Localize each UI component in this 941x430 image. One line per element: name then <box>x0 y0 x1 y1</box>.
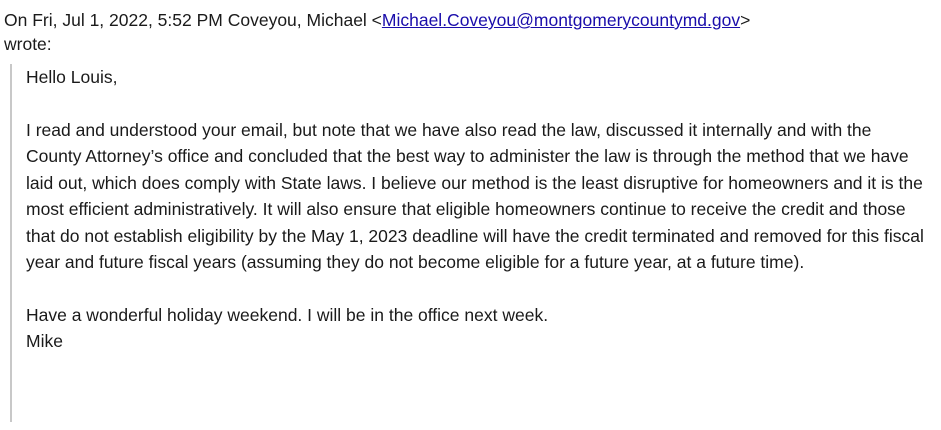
attribution-suffix: > <box>740 10 751 30</box>
quote-body: I read and understood your email, but note that we have also read the law, discussed it internally and with the County Attorney’s office and concluded that the best way to administer the law is through the method that we have laid out, which does comply with State laws. I believe our method is the least disruptive for homeowners and it is the most efficient administratively. It will also ensure that eligible homeowners continue to receive the credit and those that do not establish eligibility by the May 1, 2023 deadline will have the credit terminated and removed for this fiscal year and future fiscal years (assuming they do not become eligible for a future year, at a future time). <box>26 119 924 272</box>
quote-closing: Have a wonderful holiday weekend. I will be in the office next week. <box>26 304 549 325</box>
quoted-message <box>10 64 930 422</box>
attribution-prefix: On Fri, Jul 1, 2022, 5:52 PM Coveyou, Michael < <box>4 10 382 30</box>
sender-email-link[interactable]: Michael.Coveyou@montgomerycountymd.gov <box>381 10 741 30</box>
attribution-wrote: wrote: <box>4 34 52 54</box>
quote-greeting: Hello Louis, <box>26 67 118 87</box>
reply-attribution <box>4 8 934 56</box>
quote-signature: Mike <box>26 331 63 351</box>
